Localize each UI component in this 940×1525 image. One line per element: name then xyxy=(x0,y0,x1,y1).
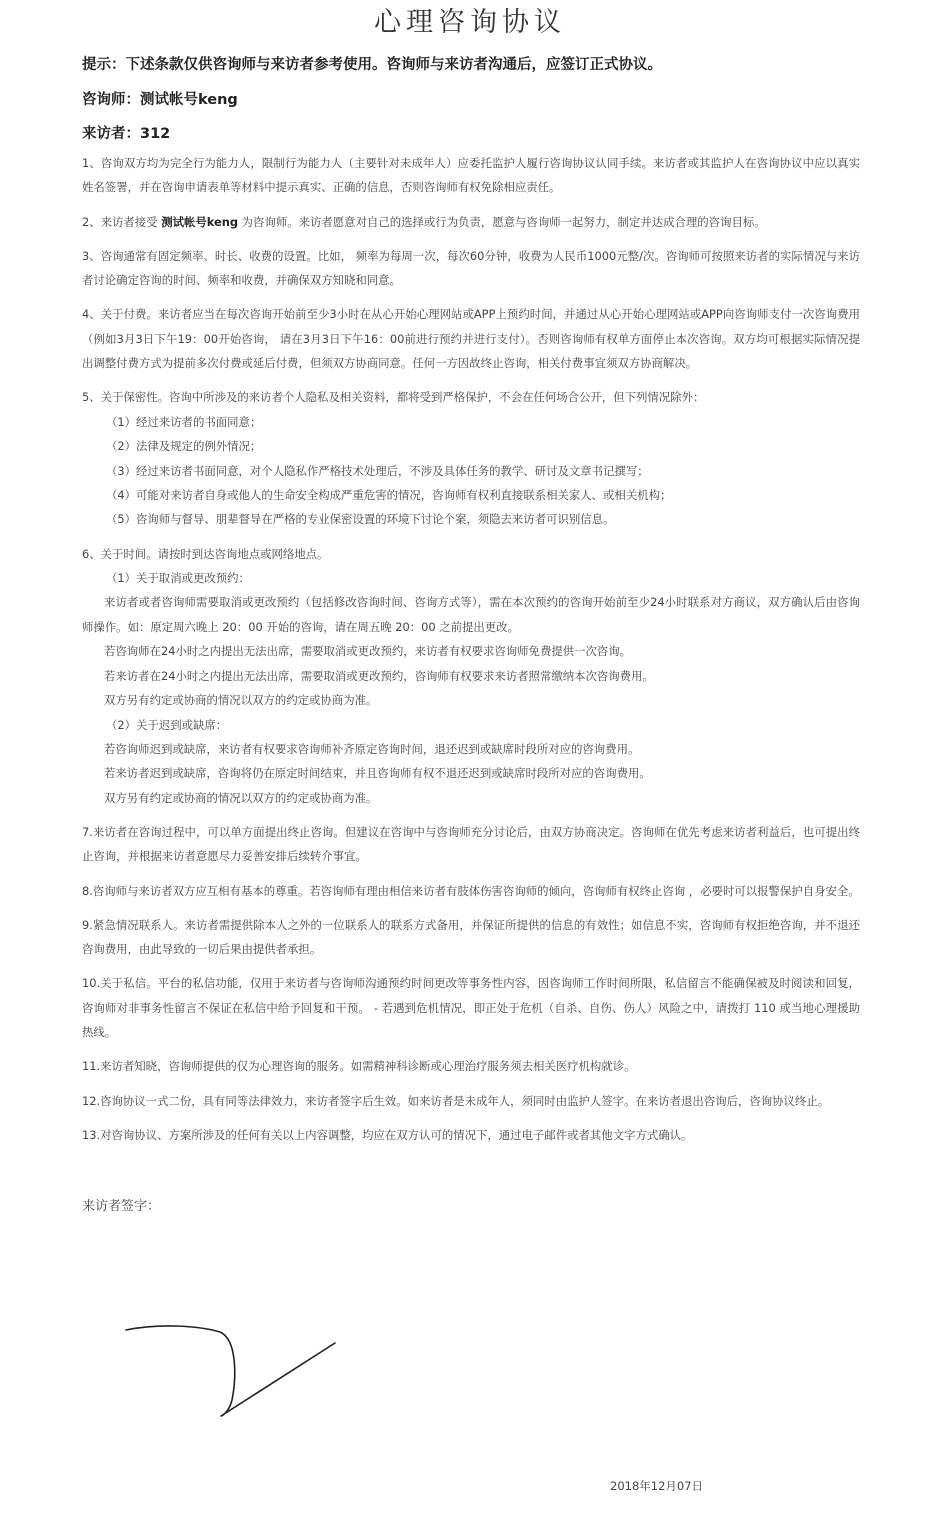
sign-date: 2018年12月07日 xyxy=(610,1479,704,1493)
clause-6-intro: 6、关于时间。请按时到达咨询地点或网络地点。 xyxy=(82,546,329,561)
clause-6-sub2-line: 双方另有约定或协商的情况以双方的约定或协商为准。 xyxy=(104,790,378,805)
clause-2-pre: 2、来访者接受 xyxy=(82,214,162,229)
clause-6-sub1-line: 来访者或者咨询师需要取消或更改预约（包括修改咨询时间、咨询方式等），需在本次预约的咨询开始前至少24小时联系对方商议，双方确认后由咨询师操作。如：原定周六晚上 20：00 开始的咨询，请在周五晚 20：00 之前提出更改。 xyxy=(82,595,860,634)
clause-13: 13.对咨询协议、方案所涉及的任何有关以上内容调整，均应在双方认可的情况下，通过电子邮件或者其他文字方式确认。 xyxy=(82,1127,693,1142)
clause-11: 11.来访者知晓，咨询师提供的仅为心理咨询的服务。如需精神科诊断或心理治疗服务须去相关医疗机构就诊。 xyxy=(82,1059,636,1074)
clause-5-item: （1）经过来访者的书面同意； xyxy=(106,414,262,429)
clause-6-sub1-line: 若来访者在24小时之内提出无法出席，需要取消或更改预约，咨询师有权要求来访者照常缴纳本次咨询费用。 xyxy=(104,668,654,683)
notice-text: 提示：下述条款仅供咨询师与来访者参考使用。咨询师与来访者沟通后，应签订正式协议。 xyxy=(82,57,662,73)
clause-3: 3、咨询通常有固定频率、时长、收费的设置。比如， 频率为每周一次，每次60分钟，收费为人民币1000元整/次。咨询师可按照来访者的实际情况与来访者讨论确定咨询的时间、频率和收费，并确保双方知晓和同意。 xyxy=(82,248,860,288)
clause-6-sub1-title: （1）关于取消或更改预约： xyxy=(106,571,250,586)
visitor-label: 来访者： xyxy=(82,126,140,142)
clause-6-sub1-line: 双方另有约定或协商的情况以双方的约定或协商为准。 xyxy=(104,693,378,708)
signature-label: 来访者签字： xyxy=(82,1199,161,1214)
clause-6-sub1-line: 若咨询师在24小时之内提出无法出席，需要取消或更改预约，来访者有权要求咨询师免费提供一次咨询。 xyxy=(104,644,632,659)
counselor-name: 测试帐号keng xyxy=(140,92,238,108)
clause-7: 7.来访者在咨询过程中，可以单方面提出终止咨询。但建议在咨询中与咨询师充分讨论后，由双方协商决定。咨询师在优先考虑来访者利益后，也可提出终止咨询，并根据来访者意愿尽力妥善安排后续转介事宜。 xyxy=(82,824,860,864)
clause-6-sub2-line: 若来访者迟到或缺席，咨询将仍在原定时间结束，并且咨询师有权不退还迟到或缺席时段所对应的咨询费用。 xyxy=(104,766,651,781)
clause-9: 9.紧急情况联系人。来访者需提供除本人之外的一位联系人的联系方式备用，并保证所提供的信息的有效性；如信息不实，咨询师有权拒绝咨询，并不退还咨询费用，由此导致的一切后果由提供者承担。 xyxy=(82,917,860,957)
signature-stroke xyxy=(126,1326,335,1416)
counselor-label: 咨询师： xyxy=(82,92,140,108)
clause-5-item: （2）法律及规定的例外情况； xyxy=(106,439,262,454)
clause-10: 10.关于私信。平台的私信功能，仅用于来访者与咨询师沟通预约时间更改等事务性内容，因咨询师工作时间所限，私信留言不能确保被及时阅读和回复，咨询师对非事务性留言不保证在私信中给予回复和干预。 - 若遇到危机情况，即正处于危机（自杀、自伤、伤人）风险之中，请拨打 110 或当地心理援助热线。 xyxy=(82,976,860,1040)
clause-2-post: 为咨询师。来访者愿意对自己的选择或行为负责，愿意与咨询师一起努力，制定并达成合理的咨询目标。 xyxy=(238,214,766,229)
clause-5-item: （3）经过来访者书面同意，对个人隐私作严格技术处理后，不涉及具体任务的教学、研讨及文章书记撰写； xyxy=(106,463,649,478)
clause-5-intro: 5、关于保密性。咨询中所涉及的来访者个人隐私及相关资料，都将受到严格保护，不会在任何场合公开，但下列情况除外： xyxy=(82,390,705,405)
clause-5-item: （5）咨询师与督导、朋辈督导在严格的专业保密设置的环境下讨论个案，须隐去来访者可识别信息。 xyxy=(106,512,615,527)
clause-12: 12.咨询协议一式二份，具有同等法律效力，来访者签字后生效。如来访者是未成年人，须同时由监护人签字。在来访者退出咨询后，咨询协议终止。 xyxy=(82,1093,830,1108)
page-title: 心理咨询协议 xyxy=(374,7,566,38)
clause-2-counselor-name: 测试帐号keng xyxy=(161,214,239,229)
clause-8: 8.咨询师与来访者双方应互相有基本的尊重。若咨询师有理由相信来访者有肢体伤害咨询师的倾向，咨询师有权终止咨询 ，必要时可以报警保护自身安全。 xyxy=(82,883,860,898)
clause-5-item: （4）可能对来访者自身或他人的生命安全构成严重危害的情况，咨询师有权利直接联系相关家人、或相关机构； xyxy=(106,488,672,503)
clause-6-sub2-title: （2）关于迟到或缺席： xyxy=(106,717,228,732)
clause-1: 1、咨询双方均为完全行为能力人，限制行为能力人（主要针对未成年人）应委托监护人履行咨询协议认同手续。来访者或其监护人在咨询协议中应以真实姓名签署，并在咨询申请表单等材料中提示真实、正确的信息，否则咨询师有权免除相应责任。 xyxy=(82,156,860,195)
visitor-name: 312 xyxy=(140,126,171,142)
clause-4: 4、关于付费。来访者应当在每次咨询开始前至少3小时在从心开始心理网站或APP上预约时间，并通过从心开始心理网站或APP向咨询师支付一次咨询费用（例如3月3日下午19：00开始咨询， 请在3月3日下午16：00前进行预约并进行支付）。否则咨询师有权单方面停止本次咨询。双方均可根据实际情况提出调整付费方式为提前多次付费或延后付费，但须双方协商同意。任何一方因故终止咨询，相关付费事宜须双方协商解决。 xyxy=(82,307,860,371)
clause-6-sub2-line: 若咨询师迟到或缺席，来访者有权要求咨询师补齐原定咨询时间，退还迟到或缺席时段所对应的咨询费用。 xyxy=(104,741,640,756)
